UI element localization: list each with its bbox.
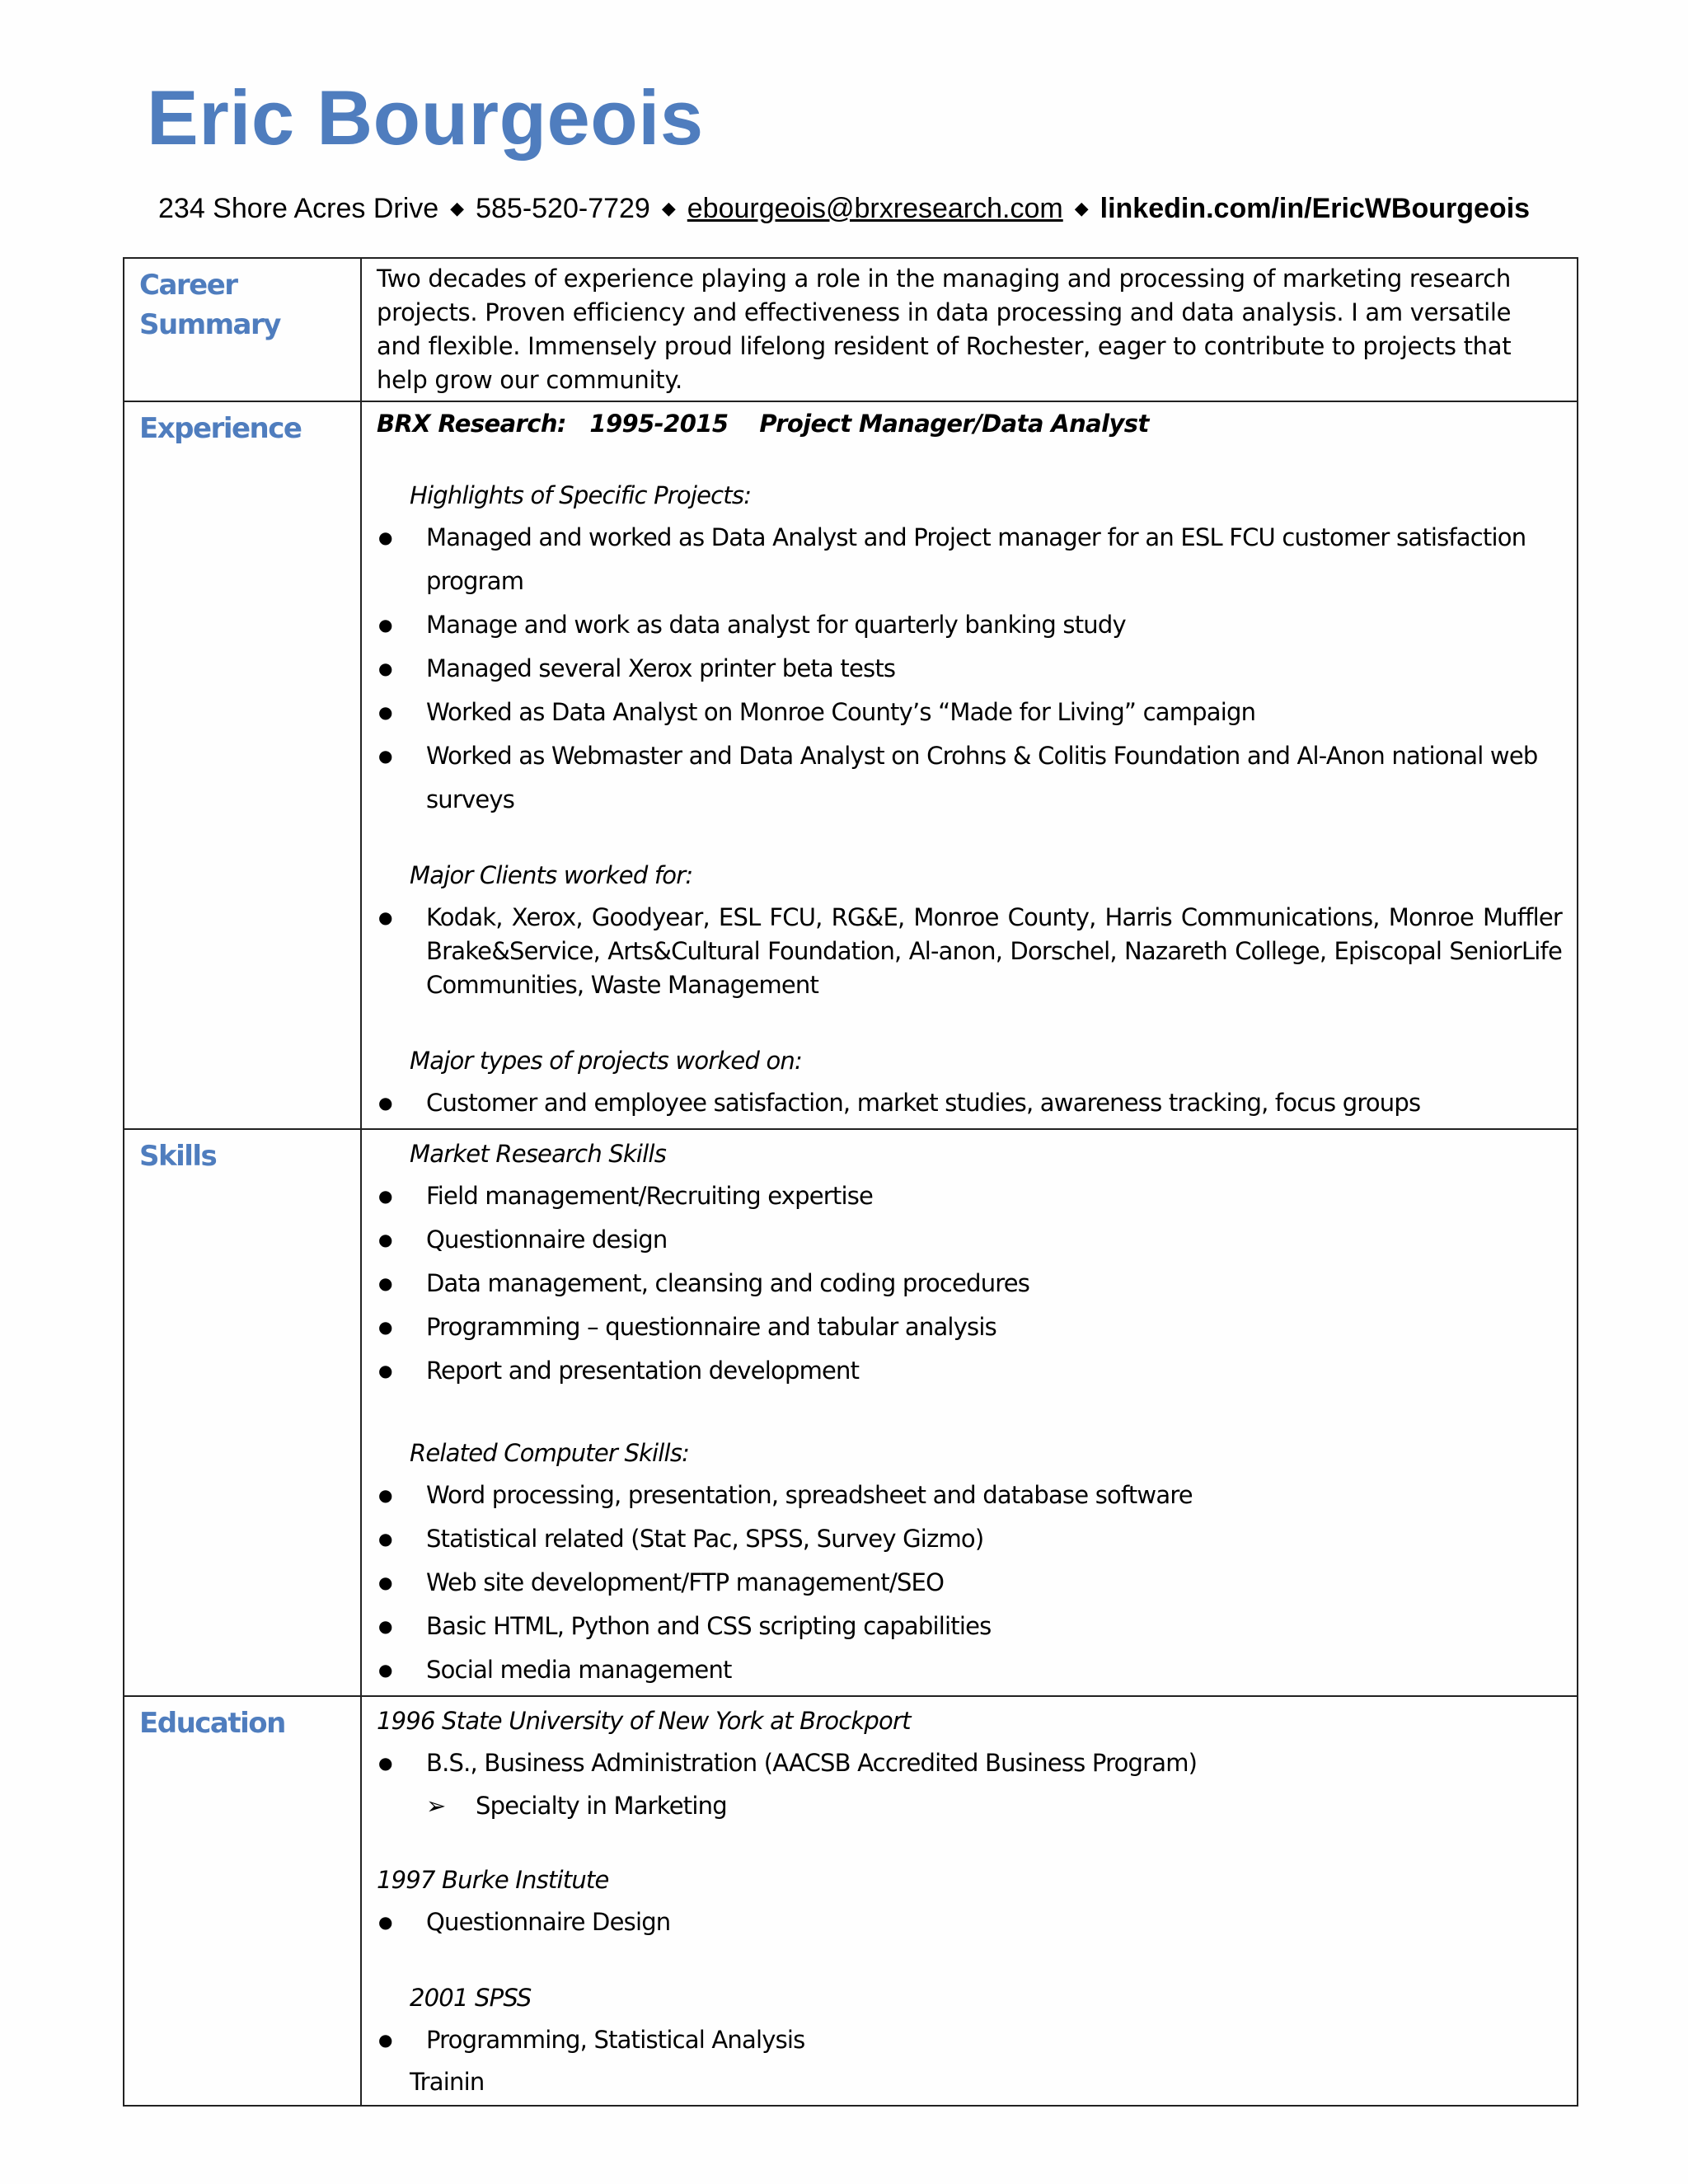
list-item: ● Data management, cleansing and coding procedures bbox=[377, 1262, 1562, 1305]
list-item: ● Customer and employee satisfaction, market studies, awareness tracking, focus groups bbox=[377, 1081, 1562, 1125]
list-item: ● Questionnaire Design bbox=[377, 1900, 1562, 1944]
school-burke: 1997 Burke Institute bbox=[377, 1866, 609, 1894]
list-item: ● Managed and worked as Data Analyst and Project manager for an ESL FCU customer satisfaction program bbox=[377, 516, 1562, 603]
list-item: ● Web site development/FTP management/SEO bbox=[377, 1561, 1562, 1605]
section-label-summary: Summary bbox=[139, 308, 280, 341]
contact-line bbox=[158, 193, 1530, 225]
summary-cell bbox=[361, 258, 1578, 401]
market-skills-list bbox=[377, 1174, 1562, 1393]
experience-label-cell bbox=[124, 401, 361, 1129]
school-spss: 2001 SPSS bbox=[410, 1984, 532, 2012]
project-types-heading: Major types of projects worked on: bbox=[410, 1047, 802, 1075]
experience-row bbox=[124, 401, 1578, 1129]
separator-icon: ◆ bbox=[661, 198, 676, 218]
project-types-list bbox=[377, 1081, 1562, 1125]
list-item: ● Report and presentation development bbox=[377, 1349, 1562, 1393]
list-item: ● Managed several Xerox printer beta tests bbox=[377, 647, 1562, 691]
email-link[interactable]: ebourgeois@brxresearch.com bbox=[687, 193, 1063, 224]
job-title-line: BRX Research: 1995-2015 Project Manager/Data Analyst bbox=[377, 410, 1149, 438]
market-skills-heading: Market Research Skills bbox=[410, 1140, 667, 1168]
education-row bbox=[124, 1696, 1578, 2106]
skills-cell bbox=[361, 1129, 1578, 1696]
training-text: Trainin bbox=[410, 2068, 485, 2096]
section-label-skills: Skills bbox=[139, 1140, 217, 1173]
specialty-text: Specialty in Marketing bbox=[476, 1792, 727, 1820]
school-brockport: 1996 State University of New York at Brockport bbox=[377, 1707, 911, 1735]
list-item: ● Social media management bbox=[377, 1648, 1562, 1692]
highlights-heading: Highlights of Specific Projects: bbox=[410, 481, 752, 509]
section-label-career: Career bbox=[139, 269, 237, 302]
list-item: ● Programming, Statistical Analysis bbox=[377, 2018, 1562, 2062]
resume-table bbox=[123, 257, 1578, 2107]
spss-course-list bbox=[377, 2018, 1562, 2062]
specialty-item bbox=[377, 1785, 1562, 1826]
section-label-education: Education bbox=[139, 1707, 285, 1740]
list-item: ● Kodak, Xerox, Goodyear, ESL FCU, RG&E, Monroe County, Harris Communications, Monroe Muffler Brake&Service, Arts&Cultural Foundation, Al-anon, Dorschel, Nazareth College, Episcopal SeniorLife Communities, Waste Management bbox=[377, 896, 1562, 1007]
summary-text: Two decades of experience playing a role in the managing and processing of marketing research projects. Proven efficiency and effectiveness in data processing and data analysis. I am versatile and flexible. Immensely proud lifelong resident of Rochester, eager to contribute to projects that help grow our community. bbox=[377, 265, 1512, 394]
computer-skills-heading: Related Computer Skills: bbox=[410, 1439, 690, 1467]
degree-list bbox=[377, 1741, 1562, 1785]
summary-row bbox=[124, 258, 1578, 401]
experience-cell bbox=[361, 401, 1578, 1129]
skills-label-cell bbox=[124, 1129, 361, 1696]
education-label-cell bbox=[124, 1696, 361, 2106]
candidate-name: Eric Bourgeois bbox=[147, 74, 704, 161]
address: 234 Shore Acres Drive bbox=[158, 193, 439, 224]
list-item: ● Manage and work as data analyst for quarterly banking study bbox=[377, 603, 1562, 647]
list-item: ● B.S., Business Administration (AACSB Accredited Business Program) bbox=[377, 1741, 1562, 1785]
education-cell bbox=[361, 1696, 1578, 2106]
phone: 585-520-7729 bbox=[476, 193, 650, 224]
list-item: ● Programming – questionnaire and tabular analysis bbox=[377, 1305, 1562, 1349]
section-label-experience: Experience bbox=[139, 412, 302, 445]
separator-icon: ◆ bbox=[1074, 198, 1089, 218]
arrow-bullet-icon: ➢ bbox=[426, 1792, 446, 1820]
separator-icon: ◆ bbox=[450, 198, 465, 218]
list-item: ● Worked as Data Analyst on Monroe County’s “Made for Living” campaign bbox=[377, 691, 1562, 734]
list-item: ● Word processing, presentation, spreadsheet and database software bbox=[377, 1474, 1562, 1517]
linkedin-link[interactable]: linkedin.com/in/EricWBourgeois bbox=[1100, 193, 1531, 224]
list-item: ● Basic HTML, Python and CSS scripting capabilities bbox=[377, 1605, 1562, 1648]
computer-skills-list bbox=[377, 1474, 1562, 1692]
highlights-list bbox=[377, 516, 1562, 822]
summary-label-cell bbox=[124, 258, 361, 401]
clients-list bbox=[377, 896, 1562, 1007]
skills-row bbox=[124, 1129, 1578, 1696]
burke-course-list bbox=[377, 1900, 1562, 1944]
list-item: ● Worked as Webmaster and Data Analyst on Crohns & Colitis Foundation and Al-Anon national web surveys bbox=[377, 734, 1562, 822]
list-item: ● Statistical related (Stat Pac, SPSS, Survey Gizmo) bbox=[377, 1517, 1562, 1561]
list-item: ● Field management/Recruiting expertise bbox=[377, 1174, 1562, 1218]
list-item: ● Questionnaire design bbox=[377, 1218, 1562, 1262]
clients-heading: Major Clients worked for: bbox=[410, 861, 693, 889]
